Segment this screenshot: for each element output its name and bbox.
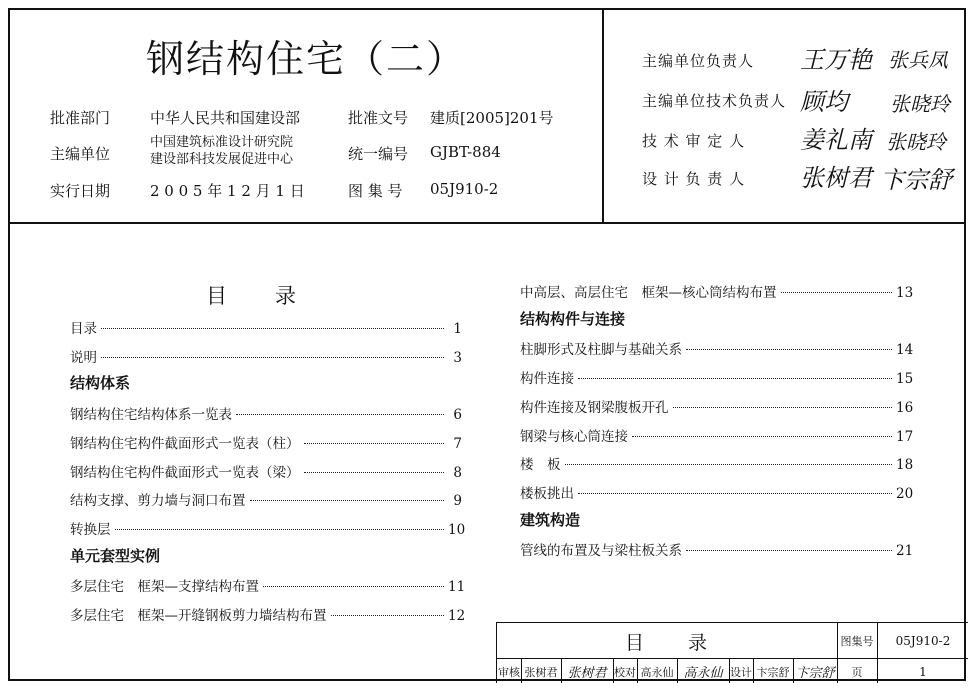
signature-tech-review-1: 姜礼南 (800, 126, 872, 154)
toc-entry-label: 钢梁与核心筒连接 (520, 428, 628, 445)
toc-section-heading: 建筑构造 (520, 510, 581, 529)
toc-entry-page: 11 (448, 579, 466, 596)
toc-leader-dots (304, 443, 445, 444)
toc-leader-dots (686, 349, 892, 350)
editor-unit-label: 主编单位 (50, 145, 111, 163)
editor-unit-line1: 中国建筑标准设计研究院 (150, 135, 294, 150)
toc-entry-label: 钢结构住宅结构体系一览表 (70, 407, 232, 424)
approval-dept-value: 中华人民共和国建设部 (150, 109, 301, 127)
toc-section-heading: 结构构件与连接 (520, 309, 626, 328)
design-name: 卞宗舒 (756, 665, 790, 679)
toc-entry-page: 14 (896, 342, 914, 359)
sheet-title: 目 录 (624, 631, 709, 654)
check-label: 校对 (614, 665, 636, 679)
title-block (496, 622, 968, 683)
toc-entry-page: 9 (453, 493, 462, 510)
toc-entry[interactable] (70, 604, 466, 624)
toc-entry-page: 16 (896, 399, 914, 416)
toc-entry-label: 管线的布置及与梁柱板关系 (520, 543, 682, 560)
toc-entry[interactable] (520, 281, 914, 301)
toc-entry[interactable] (520, 539, 914, 560)
toc-entry[interactable] (70, 346, 462, 364)
review-signature: 张树君 (567, 666, 607, 681)
toc-leader-dots (632, 436, 892, 437)
approval-dept-label: 批准部门 (50, 109, 111, 127)
toc-leader-dots (115, 529, 445, 530)
toc-leader-dots (781, 292, 893, 293)
toc-leader-dots (236, 414, 444, 415)
toc-entry-page: 7 (453, 435, 462, 452)
signature-design-lead-2: 卞宗舒 (880, 166, 952, 194)
toc-entry[interactable] (70, 317, 462, 335)
signature-tech-lead-2: 张晓玲 (890, 92, 950, 116)
toc-leader-dots (578, 378, 892, 379)
header-info-panel (10, 10, 604, 222)
toc-entry-page: 3 (453, 349, 462, 366)
atlas-no-label: 图 集 号 (348, 182, 403, 200)
toc-entry-page: 10 (448, 521, 466, 538)
check-name: 高永仙 (640, 665, 674, 679)
toc-entry[interactable] (70, 489, 462, 510)
check-signature: 高永仙 (683, 666, 723, 681)
toc-leader-dots (565, 464, 893, 465)
approval-no-value: 建质[2005]201号 (430, 109, 554, 127)
signature-chief-unit-1: 王万艳 (800, 46, 872, 74)
resp-role-chief-unit: 主编单位负责人 (642, 52, 755, 70)
editor-unit-line2: 建设部科技发展促进中心 (150, 152, 294, 167)
atlas-value: 05J910-2 (895, 634, 951, 648)
toc-entry-label: 结构支撑、剪力墙与洞口布置 (70, 493, 246, 510)
toc-leader-dots (250, 500, 445, 501)
resp-role-tech-lead: 主编单位技术负责人 (642, 92, 787, 110)
signature-tech-review-2: 张晓玲 (886, 130, 946, 154)
resp-role-design-lead: 设 计 负 责 人 (642, 170, 746, 188)
cover-header (10, 10, 964, 224)
toc-entry-label: 构件连接及钢梁腹板开孔 (520, 399, 669, 416)
toc-entry-label: 楼 板 (520, 457, 561, 474)
toc-leader-dots (331, 615, 445, 616)
toc-leader-dots (101, 357, 444, 358)
toc-entry-label: 目录 (70, 321, 97, 337)
toc-title: 目 录 (206, 284, 298, 308)
toc-entry[interactable] (70, 403, 462, 424)
toc-entry[interactable] (520, 425, 914, 445)
toc-entry[interactable] (520, 396, 914, 416)
approval-no-label: 批准文号 (348, 109, 409, 127)
unified-no-label: 统一编号 (348, 145, 409, 163)
signature-chief-unit-2: 张兵凤 (888, 48, 948, 72)
toc-entry-page: 20 (896, 485, 914, 502)
toc-section-heading: 单元套型实例 (70, 546, 161, 565)
toc-entry-page: 12 (448, 608, 466, 624)
review-name: 张树君 (524, 665, 558, 679)
toc-leader-dots (673, 407, 893, 408)
toc-entry-label: 中高层、高层住宅 框架—核心筒结构布置 (520, 285, 777, 301)
toc-entry[interactable] (520, 338, 914, 359)
toc-entry[interactable] (520, 482, 914, 502)
toc-entry-page: 1 (453, 321, 462, 337)
design-label: 设计 (730, 665, 752, 679)
toc-entry-page: 8 (453, 464, 462, 481)
toc-entry-label: 楼板挑出 (520, 485, 574, 502)
toc-leader-dots (304, 472, 445, 473)
toc-leader-dots (578, 493, 892, 494)
atlas-label: 图集号 (840, 635, 874, 648)
toc-entry-label: 钢结构住宅构件截面形式一览表（梁） (70, 464, 300, 481)
toc-section-heading: 结构体系 (70, 374, 131, 393)
page-value: 1 (919, 664, 927, 679)
signature-design-lead-1: 张树君 (800, 164, 872, 192)
toc-entry-page: 6 (453, 407, 462, 424)
toc-entry-page: 17 (896, 428, 914, 445)
toc-entry[interactable] (520, 367, 914, 388)
toc-entry[interactable] (70, 461, 462, 479)
book-title: 钢结构住宅（二） (145, 37, 466, 81)
toc-entry-label: 构件连接 (520, 371, 574, 388)
toc-entry-label: 多层住宅 框架—开缝钢板剪力墙结构布置 (70, 608, 327, 624)
design-signature: 卞宗舒 (795, 666, 835, 681)
toc-leader-dots (101, 328, 444, 329)
toc-entry[interactable] (70, 518, 466, 538)
toc-entry-page: 18 (896, 457, 914, 474)
signature-tech-lead-1: 顾均 (800, 88, 848, 116)
drawing-frame (8, 8, 966, 681)
toc-entry[interactable] (70, 575, 466, 596)
atlas-no-value: 05J910-2 (430, 180, 499, 198)
title-block-bottom-row (496, 658, 968, 683)
resp-role-tech-review: 技 术 审 定 人 (642, 132, 746, 150)
effective-date-label: 实行日期 (50, 182, 111, 200)
review-label: 审核 (498, 665, 520, 679)
title-block-top-row (496, 622, 968, 658)
toc-entry-page: 15 (896, 371, 914, 388)
toc-entry[interactable] (520, 453, 914, 474)
toc-leader-dots (686, 550, 892, 551)
unified-no-value: GJBT-884 (430, 143, 501, 161)
effective-date-value: 2 0 0 5 年 1 2 月 1 日 (150, 182, 305, 200)
toc-entry-label: 钢结构住宅构件截面形式一览表（柱） (70, 435, 300, 452)
toc-entry-page: 21 (896, 543, 914, 560)
toc-entry-label: 柱脚形式及柱脚与基础关系 (520, 342, 682, 359)
toc-entry-label: 说明 (70, 349, 97, 366)
toc-entry-label: 转换层 (70, 521, 111, 538)
toc-entry-page: 13 (896, 285, 914, 301)
toc-entry-label: 多层住宅 框架—支撑结构布置 (70, 579, 259, 596)
page-label: 页 (851, 665, 863, 679)
toc-leader-dots (263, 586, 444, 587)
toc-entry[interactable] (70, 432, 462, 450)
